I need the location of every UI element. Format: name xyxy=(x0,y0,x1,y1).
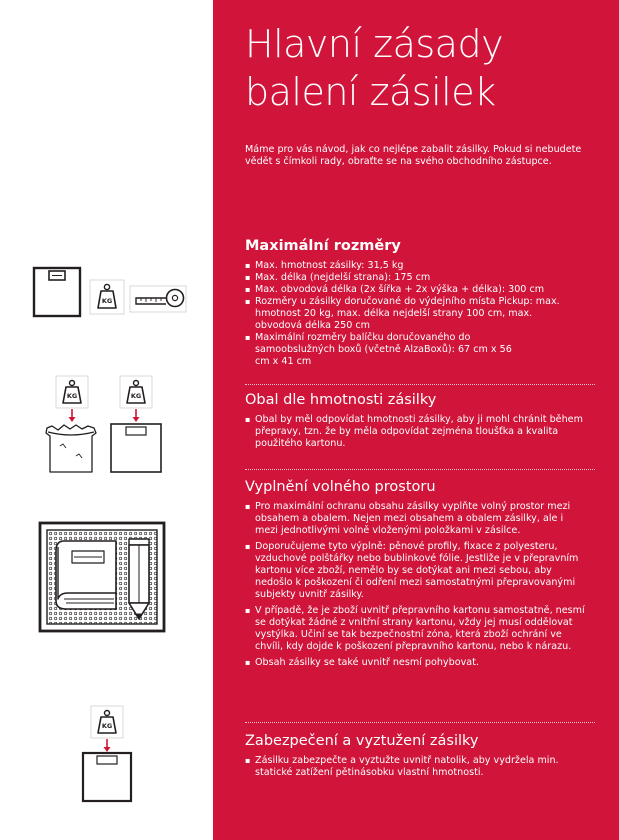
page-title-line-2: balení zásilek xyxy=(245,70,496,114)
weight-kg-label: KG xyxy=(130,392,142,400)
book-icon xyxy=(56,541,116,609)
section-divider xyxy=(245,469,595,470)
illustration-column xyxy=(0,0,213,840)
list-item: ▪ V případě, že je zboží uvnitř přepravního kartonu samostatně, nesmí se dotýkat žádné z vnitřní strany kartonu, vždy jej musí oddělovat vystýlka. Učiní se tak bezpečnostní zóna, která zboží ochrání ve chvíli, kdy dojde k poškození přepravního kartonu, nebo k nárazu. xyxy=(245,605,585,653)
weight-kg-label: KG xyxy=(66,392,78,400)
list-item: ▪ Max. hmotnost zásilky: 31,5 kg xyxy=(245,260,595,272)
reinforcement-illustration xyxy=(82,704,142,804)
list-item: ▪ Max. délka (nejdelší strana): 175 cm xyxy=(245,272,595,284)
scale-icon xyxy=(34,268,80,316)
page-title xyxy=(245,20,605,116)
closed-box-icon xyxy=(83,753,131,801)
weight-icon xyxy=(56,376,88,408)
weight-icon xyxy=(91,706,123,738)
fill-space-illustration xyxy=(38,521,168,635)
reinforcement-icons xyxy=(82,704,142,804)
max-dimensions-illustration xyxy=(30,264,190,320)
pencil-icon xyxy=(129,539,149,619)
tape-measure-icon xyxy=(130,286,186,312)
bullet-list xyxy=(245,755,595,779)
bullet-list xyxy=(245,414,595,450)
section-divider xyxy=(245,722,595,723)
list-item: ▪ Obsah zásilky se také uvnitř nesmí pohybovat. xyxy=(245,657,595,669)
closed-box-icon xyxy=(111,424,161,472)
arrow-down-icon xyxy=(133,409,140,422)
bullet-list xyxy=(245,260,595,368)
package-weight-icons xyxy=(40,376,170,476)
list-item: ▪ Maximální rozměry balíčku doručovaného do samoobslužných boxů (včetně AlzaBoxů): 67 cm x 56 cm x 41 cm xyxy=(245,332,525,368)
arrow-down-icon xyxy=(69,409,76,422)
weight-kg-label: KG xyxy=(101,722,113,730)
section-package-weight xyxy=(245,392,595,454)
weight-icon xyxy=(90,280,124,314)
max-dimensions-icons xyxy=(30,264,190,320)
section-heading: Obal dle hmotnosti zásilky xyxy=(245,392,437,408)
list-item: ▪ Zásilku zabezpečte a vyztužte uvnitř natolik, aby vydržela min. statické zatížení pětinásobku vlastní hmotnosti. xyxy=(245,755,595,779)
section-heading: Zabezpečení a vyztužení zásilky xyxy=(245,733,479,749)
filled-box-icon xyxy=(38,521,168,635)
list-item: ▪ Rozměry u zásilky doručované do výdejního místa Pickup: max. hmotnost 20 kg, max. délka nejdelší strany 100 cm, max. obvodová délka 250 cm xyxy=(245,296,565,332)
open-box-icon xyxy=(46,425,96,472)
weight-icon xyxy=(120,376,152,408)
section-divider xyxy=(245,384,595,385)
list-item: ▪ Pro maximální ochranu obsahu zásilky vyplňte volný prostor mezi obsahem a obalem. Nejen mezi obsahem a obalem zásilky, ale i mezi jednotlivými volně vloženými položkami v zásilce. xyxy=(245,501,585,537)
arrow-down-icon xyxy=(104,739,111,752)
bullet-list xyxy=(245,501,595,669)
weight-kg-label: KG xyxy=(101,297,113,305)
section-reinforcement xyxy=(245,733,595,783)
section-heading: Maximální rozměry xyxy=(245,238,401,254)
package-weight-illustration xyxy=(40,376,170,476)
section-fill-space xyxy=(245,479,595,673)
list-item: ▪ Doporučujeme tyto výplně: pěnové profily, fixace z polyesteru, vzduchové polštářky nebo bublinkové fólie. Jestliže je v přepravním kartonu více zboží, nemělo by se dotýkat ani mezi sebou, aby nedošlo k poškození či odření mezi samostatnými přepravovanými subjekty uvnitř zásilky. xyxy=(245,541,585,601)
page-title-line-1: Hlavní zásady xyxy=(245,22,504,66)
list-item: ▪ Max. obvodová délka (2x šířka + 2x výška + délka): 300 cm xyxy=(245,284,595,296)
intro-text: Máme pro vás návod, jak co nejlépe zabalit zásilky. Pokud si nebudete vědět s čímkoli rady, obraťte se na svého obchodního zástupce. xyxy=(245,144,582,168)
section-heading: Vyplnění volného prostoru xyxy=(245,479,436,495)
list-item: ▪ Obal by měl odpovídat hmotnosti zásilky, aby ji mohl chránit během přepravy, tzn. že by měla odpovídat zejména tloušťka a kvalita použitého kartonu. xyxy=(245,414,585,450)
section-max-dimensions xyxy=(245,238,595,368)
content-panel xyxy=(213,0,619,840)
